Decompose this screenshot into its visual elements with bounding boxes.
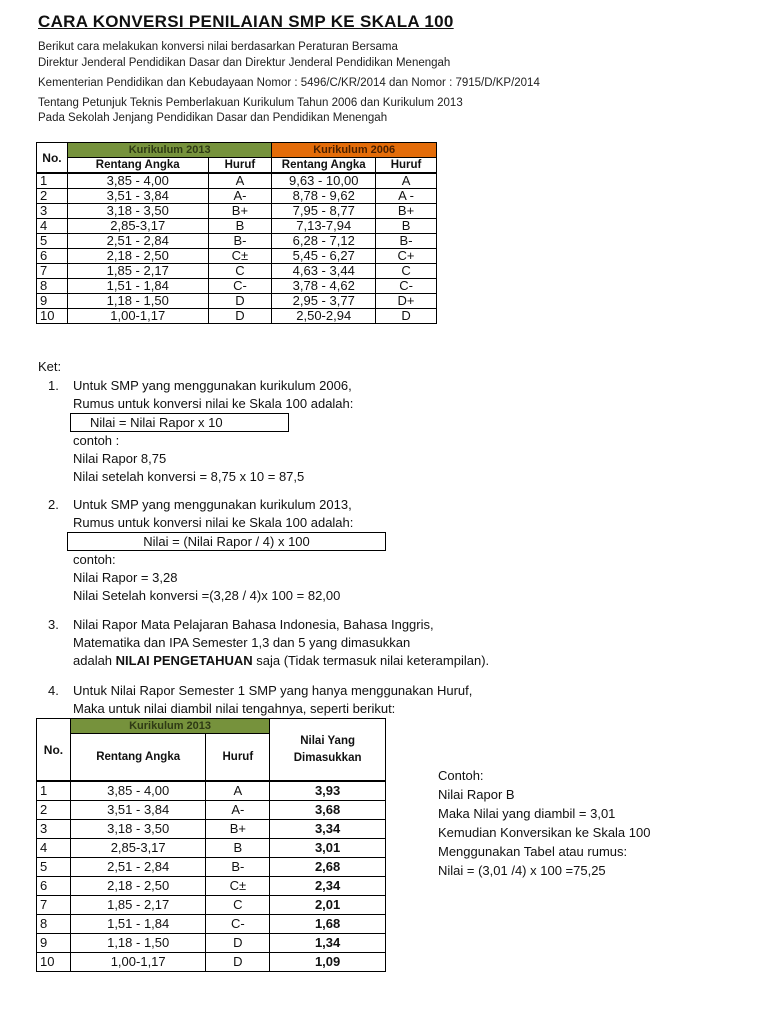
item-number: 1. xyxy=(48,378,59,393)
table-cell: B xyxy=(206,839,270,858)
table-cell: 1,00-1,17 xyxy=(70,953,206,972)
table-cell: 1,51 - 1,84 xyxy=(67,279,208,294)
table-cell: D+ xyxy=(376,294,437,309)
nilai-header-line2: Dimasukkan xyxy=(293,751,362,764)
table-cell: B- xyxy=(206,858,270,877)
table-cell: C xyxy=(206,896,270,915)
table-row xyxy=(37,820,386,839)
formula-box-2013: Nilai = (Nilai Rapor / 4) x 100 xyxy=(67,532,386,551)
table-row xyxy=(37,915,386,934)
table-cell: 6 xyxy=(37,249,68,264)
table-cell: B+ xyxy=(208,204,272,219)
header-kurikulum-2013: Kurikulum 2013 xyxy=(67,143,271,158)
table-cell: A - xyxy=(376,189,437,204)
conversion-table-2013-2006 xyxy=(36,142,437,324)
table-cell: 2,01 xyxy=(270,896,386,915)
table-cell: 7 xyxy=(37,264,68,279)
table-cell: 1,09 xyxy=(270,953,386,972)
item1-line: Nilai setelah konversi = 8,75 x 10 = 87,5 xyxy=(73,469,305,484)
table-cell: D xyxy=(206,934,270,953)
header-kurikulum-2006: Kurikulum 2006 xyxy=(272,143,437,158)
table-cell: 9,63 - 10,00 xyxy=(272,173,376,189)
table-cell: 3,68 xyxy=(270,801,386,820)
table-row xyxy=(37,781,386,801)
item-number: 2. xyxy=(48,497,59,512)
ket-label: Ket: xyxy=(38,359,62,374)
col-header-nilai xyxy=(270,719,386,782)
table-cell: C- xyxy=(206,915,270,934)
item4-line: Untuk Nilai Rapor Semester 1 SMP yang hanya menggunakan Huruf, xyxy=(73,683,473,698)
table-row xyxy=(37,264,437,279)
item4-line: Maka untuk nilai diambil nilai tengahnya, seperti berikut: xyxy=(73,701,396,716)
nilai-pengetahuan: NILAI PENGETAHUAN xyxy=(115,653,253,668)
table-row xyxy=(37,234,437,249)
table-cell: 3,85 - 4,00 xyxy=(67,173,208,189)
col-header-huruf: Huruf xyxy=(376,158,437,174)
table-cell: 5,45 - 6,27 xyxy=(272,249,376,264)
table-cell: 3,78 - 4,62 xyxy=(272,279,376,294)
table-row xyxy=(37,279,437,294)
col-header-huruf: Huruf xyxy=(206,734,270,782)
table-cell: B- xyxy=(208,234,272,249)
table-cell: 4,63 - 3,44 xyxy=(272,264,376,279)
table-cell: C xyxy=(208,264,272,279)
table-cell: 1,00-1,17 xyxy=(67,309,208,324)
table-cell: 3 xyxy=(37,204,68,219)
item1-line: Nilai Rapor 8,75 xyxy=(73,451,167,466)
col-header-no: No. xyxy=(37,719,71,782)
table-cell: 3,18 - 3,50 xyxy=(67,204,208,219)
contoh-line: Menggunakan Tabel atau rumus: xyxy=(438,844,628,859)
table-cell: 8,78 - 9,62 xyxy=(272,189,376,204)
table-cell: 1 xyxy=(37,781,71,801)
table-row xyxy=(37,953,386,972)
contoh-line: Contoh: xyxy=(438,768,484,783)
item-number: 3. xyxy=(48,617,59,632)
table-row xyxy=(37,294,437,309)
table-cell: A- xyxy=(206,801,270,820)
table-cell: 2,18 - 2,50 xyxy=(67,249,208,264)
table-row xyxy=(37,173,437,189)
table-cell: B xyxy=(376,219,437,234)
table-cell: 1,85 - 2,17 xyxy=(67,264,208,279)
table-cell: 3,18 - 3,50 xyxy=(70,820,206,839)
page-title: CARA KONVERSI PENILAIAN SMP KE SKALA 100 xyxy=(38,12,454,31)
table-cell: 1,34 xyxy=(270,934,386,953)
table-cell: 2,95 - 3,77 xyxy=(272,294,376,309)
table-cell: D xyxy=(208,294,272,309)
item3-line: Matematika dan IPA Semester 1,3 dan 5 yang dimasukkan xyxy=(73,635,411,650)
table-cell: 2,85-3,17 xyxy=(70,839,206,858)
col-header-rentang: Rentang Angka xyxy=(70,734,206,782)
table-row xyxy=(37,249,437,264)
formula-box-2006: Nilai = Nilai Rapor x 10 xyxy=(70,413,289,432)
table-cell: 10 xyxy=(37,309,68,324)
col-header-rentang: Rentang Angka xyxy=(272,158,376,174)
table-row xyxy=(37,896,386,915)
table-cell: C+ xyxy=(376,249,437,264)
table-cell: 1,51 - 1,84 xyxy=(70,915,206,934)
table-row xyxy=(37,204,437,219)
table-cell: 2,85-3,17 xyxy=(67,219,208,234)
col-header-huruf: Huruf xyxy=(208,158,272,174)
table-cell: 8 xyxy=(37,915,71,934)
nilai-header-line1: Nilai Yang xyxy=(300,734,355,747)
table-cell: D xyxy=(208,309,272,324)
table-row xyxy=(37,934,386,953)
item3-line xyxy=(73,652,489,670)
table-cell: 1,68 xyxy=(270,915,386,934)
table-cell: C- xyxy=(376,279,437,294)
item1-line: contoh : xyxy=(73,433,120,448)
table-row xyxy=(37,877,386,896)
intro-line: Berikut cara melakukan konversi nilai berdasarkan Peraturan Bersama xyxy=(38,41,398,53)
contoh-line: Maka Nilai yang diambil = 3,01 xyxy=(438,806,616,821)
table-cell: 7 xyxy=(37,896,71,915)
table-cell: B+ xyxy=(376,204,437,219)
table-cell: A xyxy=(376,173,437,189)
table-cell: 5 xyxy=(37,858,71,877)
table-cell: 3,01 xyxy=(270,839,386,858)
table-cell: B xyxy=(208,219,272,234)
item3-line: Nilai Rapor Mata Pelajaran Bahasa Indonesia, Bahasa Inggris, xyxy=(73,617,434,632)
table-cell: 3,93 xyxy=(270,781,386,801)
header-kurikulum-2013: Kurikulum 2013 xyxy=(70,719,269,734)
table-cell: 3,34 xyxy=(270,820,386,839)
table-row xyxy=(37,839,386,858)
table-cell: B- xyxy=(376,234,437,249)
table-cell: D xyxy=(376,309,437,324)
table-cell: 1,18 - 1,50 xyxy=(70,934,206,953)
table-row xyxy=(37,801,386,820)
table-row xyxy=(37,858,386,877)
table-row xyxy=(37,309,437,324)
table-cell: 4 xyxy=(37,219,68,234)
table-cell: 10 xyxy=(37,953,71,972)
contoh-line: Nilai Rapor B xyxy=(438,787,515,802)
table-cell: 6 xyxy=(37,877,71,896)
item2-line: Nilai Setelah konversi =(3,28 / 4)x 100 = 82,00 xyxy=(73,588,341,603)
table-cell: 1,18 - 1,50 xyxy=(67,294,208,309)
table-cell: 7,95 - 8,77 xyxy=(272,204,376,219)
table-cell: D xyxy=(206,953,270,972)
table-cell: 2 xyxy=(37,801,71,820)
contoh-line: Nilai = (3,01 /4) x 100 =75,25 xyxy=(438,863,606,878)
item3-pre: adalah xyxy=(73,653,116,668)
item2-line: Rumus untuk konversi nilai ke Skala 100 adalah: xyxy=(73,515,354,530)
table-cell: 2 xyxy=(37,189,68,204)
table-cell: A xyxy=(206,781,270,801)
table-cell: 3,85 - 4,00 xyxy=(70,781,206,801)
table-cell: 2,51 - 2,84 xyxy=(67,234,208,249)
col-header-rentang: Rentang Angka xyxy=(67,158,208,174)
intro-line: Tentang Petunjuk Teknis Pemberlakuan Kurikulum Tahun 2006 dan Kurikulum 2013 xyxy=(38,97,463,109)
table-cell: C- xyxy=(208,279,272,294)
table-cell: 5 xyxy=(37,234,68,249)
item1-line: Rumus untuk konversi nilai ke Skala 100 adalah: xyxy=(73,396,354,411)
table-cell: 3,51 - 3,84 xyxy=(70,801,206,820)
item2-line: Nilai Rapor = 3,28 xyxy=(73,570,178,585)
item3-post: saja (Tidak termasuk nilai keterampilan). xyxy=(252,653,490,668)
table-cell: 2,50-2,94 xyxy=(272,309,376,324)
table-cell: 2,51 - 2,84 xyxy=(70,858,206,877)
table-cell: C± xyxy=(208,249,272,264)
table-cell: C xyxy=(376,264,437,279)
table-cell: 9 xyxy=(37,934,71,953)
table-row xyxy=(37,219,437,234)
col-header-no: No. xyxy=(37,143,68,174)
table-row xyxy=(37,189,437,204)
table-cell: C± xyxy=(206,877,270,896)
contoh-line: Kemudian Konversikan ke Skala 100 xyxy=(438,825,651,840)
item2-line: Untuk SMP yang menggunakan kurikulum 2013, xyxy=(73,497,352,512)
table-cell: A- xyxy=(208,189,272,204)
table-cell: 2,68 xyxy=(270,858,386,877)
table-cell: 7,13-7,94 xyxy=(272,219,376,234)
item1-line: Untuk SMP yang menggunakan kurikulum 2006, xyxy=(73,378,352,393)
nilai-tengah-table xyxy=(36,718,386,972)
table-cell: B+ xyxy=(206,820,270,839)
intro-line: Direktur Jenderal Pendidikan Dasar dan Direktur Jenderal Pendidikan Menengah xyxy=(38,57,451,69)
table-cell: 3,51 - 3,84 xyxy=(67,189,208,204)
table-cell: 2,18 - 2,50 xyxy=(70,877,206,896)
intro-line: Kementerian Pendidikan dan Kebudayaan Nomor : 5496/C/KR/2014 dan Nomor : 7915/D/KP/2014 xyxy=(38,77,540,89)
table-cell: 3 xyxy=(37,820,71,839)
table-cell: 6,28 - 7,12 xyxy=(272,234,376,249)
intro-line: Pada Sekolah Jenjang Pendidikan Dasar dan Pendidikan Menengah xyxy=(38,112,388,124)
contoh-side-block xyxy=(438,766,650,880)
item2-line: contoh: xyxy=(73,552,116,567)
table-cell: 1,85 - 2,17 xyxy=(70,896,206,915)
table-cell: 8 xyxy=(37,279,68,294)
table-cell: 2,34 xyxy=(270,877,386,896)
table-cell: A xyxy=(208,173,272,189)
item-number: 4. xyxy=(48,683,59,698)
table-cell: 1 xyxy=(37,173,68,189)
table-cell: 9 xyxy=(37,294,68,309)
table-cell: 4 xyxy=(37,839,71,858)
